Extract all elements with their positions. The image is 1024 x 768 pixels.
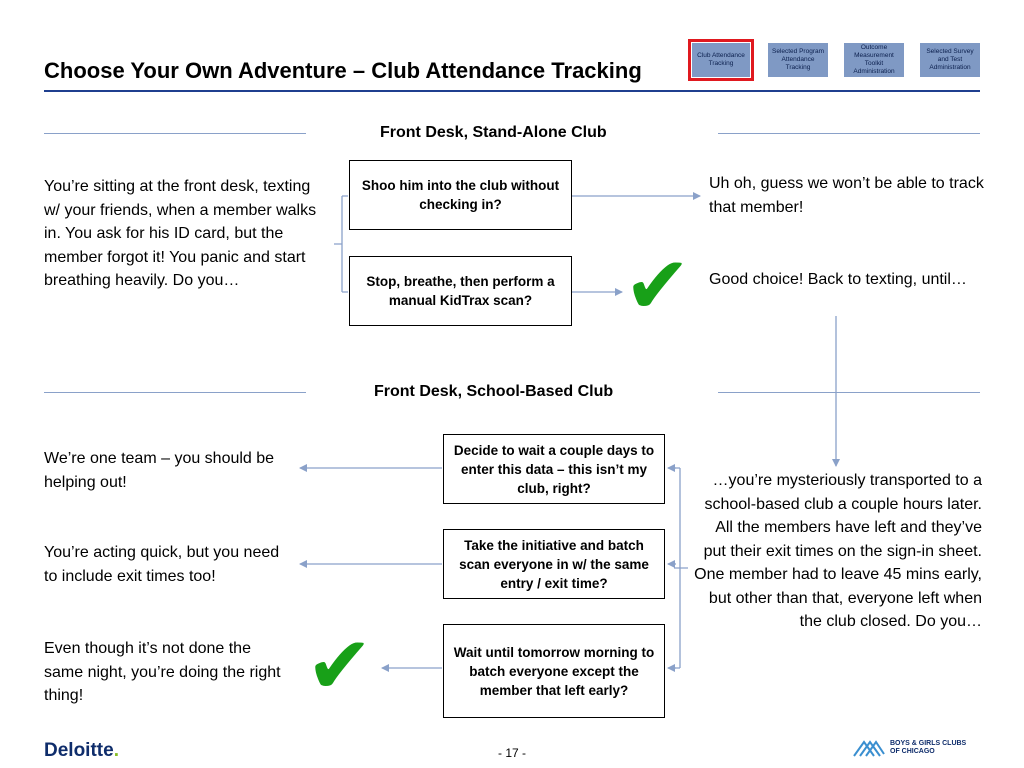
tab-outcome-measurement-toolkit[interactable] [844, 43, 904, 77]
outcome-text: You’re acting quick, but you need to include exit times too! [44, 544, 280, 585]
tab-label: Selected Program Attendance Tracking [771, 48, 825, 71]
outcome-text: Good choice! Back to texting, until… [709, 271, 967, 288]
tab-selected-program-attendance-tracking[interactable] [768, 43, 828, 77]
section-heading: Front Desk, School-Based Club [374, 383, 614, 400]
choice-label: Decide to wait a couple days to enter this data – this isn’t my club, right? [453, 442, 655, 496]
outcome-text: Uh oh, guess we won’t be able to track that member! [709, 175, 984, 216]
bgc-line1: BOYS & GIRLS CLUBS [890, 740, 967, 747]
choice-manual-scan-button[interactable] [349, 256, 572, 326]
section-heading: Front Desk, Stand-Alone Club [380, 124, 607, 141]
bracket-connector [334, 196, 348, 292]
section-divider-left [44, 392, 306, 393]
title-divider [44, 90, 980, 92]
scenario-text: …you’re mysteriously transported to a school-based club a couple hours later. All the members have left and they’ve put their exit times on the sign-in sheet. One member had to leave 45 mins early, but other than that, everyone left when the club closed. Do you… [694, 472, 982, 630]
choice-label: Wait until tomorrow morning to batch everyone except the member that left early? [453, 644, 655, 698]
tab-label: Outcome Measurement Toolkit Administration [853, 44, 895, 75]
choice-wait-days-button[interactable] [443, 434, 665, 504]
page-number: - 17 - [497, 746, 526, 760]
outcome-text: Even though it’s not done the same night, you’re doing the right thing! [44, 640, 281, 704]
section-divider-right [718, 392, 980, 393]
choice-label: Take the initiative and batch scan everyone in w/ the same entry / exit time? [459, 537, 649, 591]
brand-text: Deloitte [44, 740, 114, 761]
choice-wait-tomorrow-button[interactable] [443, 624, 665, 718]
checkmark-icon: ✔ [624, 239, 692, 332]
outcome-text: We’re one team – you should be helping out! [44, 450, 275, 491]
choice-batch-scan-button[interactable] [443, 529, 665, 599]
tab-selected-survey-test-administration[interactable] [920, 43, 980, 77]
boys-girls-clubs-logo [852, 736, 966, 760]
section-divider-right [718, 133, 980, 134]
page-title: Choose Your Own Adventure – Club Attendance Tracking [44, 58, 642, 83]
bgc-line2: OF CHICAGO [890, 748, 935, 755]
choice-skip-check-in-button[interactable] [349, 160, 572, 230]
bracket-connector [674, 468, 688, 668]
tab-label: Selected Survey and Test Administration [926, 48, 974, 71]
tab-label: Club Attendance Tracking [697, 52, 745, 67]
bgc-emblem-icon [852, 736, 886, 760]
bgc-wordmark [890, 740, 966, 756]
checkmark-icon: ✔ [306, 619, 374, 712]
section-divider-left [44, 133, 306, 134]
tab-club-attendance-tracking[interactable] [692, 43, 750, 77]
choice-label: Shoo him into the club without checking in? [361, 178, 560, 212]
scenario-text: You’re sitting at the front desk, texting w/ your friends, when a member walks in. You ask for his ID card, but the member forgot it! You panic and start breathing heavily. Do you… [44, 178, 317, 289]
brand-dot: . [113, 740, 119, 761]
choice-label: Stop, breathe, then perform a manual KidTrax scan? [366, 274, 555, 308]
